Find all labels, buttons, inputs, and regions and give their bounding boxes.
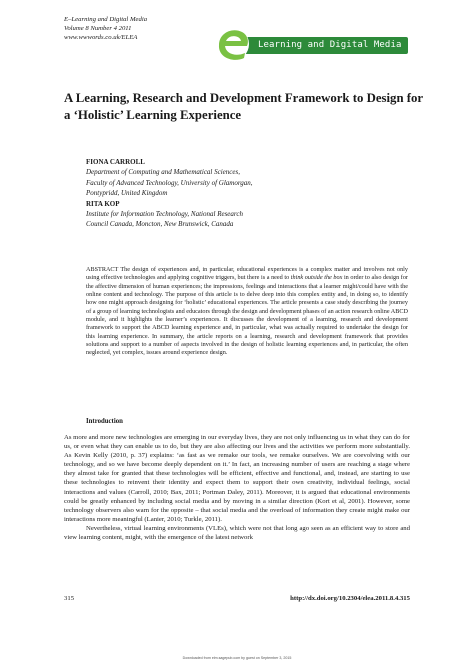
author-affiliation-line: Pontypridd, United Kingdom [86, 189, 168, 198]
journal-volume: Volume 8 Number 4 2011 [64, 25, 132, 33]
author-name: FIONA CARROLL [86, 158, 145, 166]
abstract [86, 266, 408, 358]
abstract-emphasis: think outside the box [290, 274, 343, 282]
author-affiliation-line: Council Canada, Moncton, New Brunswick, Canada [86, 220, 234, 229]
author-affiliation-line: Institute for Information Technology, National Research [86, 210, 243, 219]
author-affiliation-line: Faculty of Advanced Technology, University of Glamorgan, [86, 178, 253, 187]
journal-logo [212, 23, 410, 63]
abstract-text: in order to also design for the affective dimension of human experiences; the impressions, feelings and interactions that a learner might/could have with the online content and technology. The purpose of this article is to delve deep into this complex entity and, in doing so, to identify how one might approach designing for ‘holistic’ educational experiences. The article presents a case study describing the journey of a group of learning technologists and educators through the design and development phases of an action research online ABCD module, and it highlights the learner’s experiences. It discusses the development of a learning, research and development framework to support the ABCD learning experience and, in particular, what was actually required to undertake the design for this learning experience. In summary, the article reports on a learning, research and development framework that provides solutions and support to a number of aspects involved in the design of holistic learning experiences and, in particular, the often neglected, yet complex, issues around experience design. [86, 274, 408, 357]
e-letter-logo-icon [212, 23, 252, 63]
author-name: RITA KOP [86, 199, 120, 208]
paragraph: As more and more new technologies are emerging in our everyday lives, they are not only influencing us in what they can do for us, or even what they can enable us to do, but they are also affecting our lives and the activities we perform more substantially. As Kevin Kelly (2010, p. 37) explains: ‘as fast as we remake our tools, we remake ourselves. We are coevolving with our technology, and so we have become deeply dependent on it.’ In fact, an increasing number of users are reaching a stage where they almost take for granted that these technologies will be efficient, effective and functional, and, instead, are starting to use these technologies to reinvent their identity and expect them to support their own creativity, individual feelings, social interactions and values (Carroll, 2010; Bax, 2011; Portman Daley, 2011). Moreover, it is argued that educational environments could be greatly enhanced by including social media and by moving in a similar direction (Kort et al, 2001). However, some technology observers also warn for the opposite – that social media and the overload of information they create might make our interactions more meaningful (Lanier, 2010; Turkle, 2011). [64, 434, 410, 523]
logo-text: Learning and Digital Media [258, 40, 402, 50]
section-heading: Introduction [86, 418, 123, 425]
journal-url: www.wwwords.co.uk/ELEA [64, 34, 138, 42]
abstract-text: ABSTRACT The design of experiences and, in particular, educational experiences is a complex matter and involves not only using effective technologies and applying cognitive triggers, but there is a need to [86, 266, 408, 282]
journal-name: E–Learning and Digital Media [64, 16, 148, 23]
author-block [86, 157, 416, 230]
doi-link[interactable]: http://dx.doi.org/10.2304/elea.2011.8.4.315 [290, 595, 410, 602]
journal-header [64, 15, 147, 43]
author-affiliation-line: Department of Computing and Mathematical Sciences, [86, 168, 240, 177]
page-number: 315 [64, 595, 75, 602]
article-title: A Learning, Research and Development Framework to Design for a ‘Holistic’ Learning Experience [64, 91, 423, 123]
body-text [64, 433, 410, 542]
paragraph: Nevertheless, virtual learning environments (VLEs), which were not that long ago seen as an efficient way to store and view learning content, might, with the emergence of the latest network [64, 524, 410, 542]
download-note: Downloaded from elm.sagepub.com by guest on September 3, 2015 [182, 656, 292, 660]
